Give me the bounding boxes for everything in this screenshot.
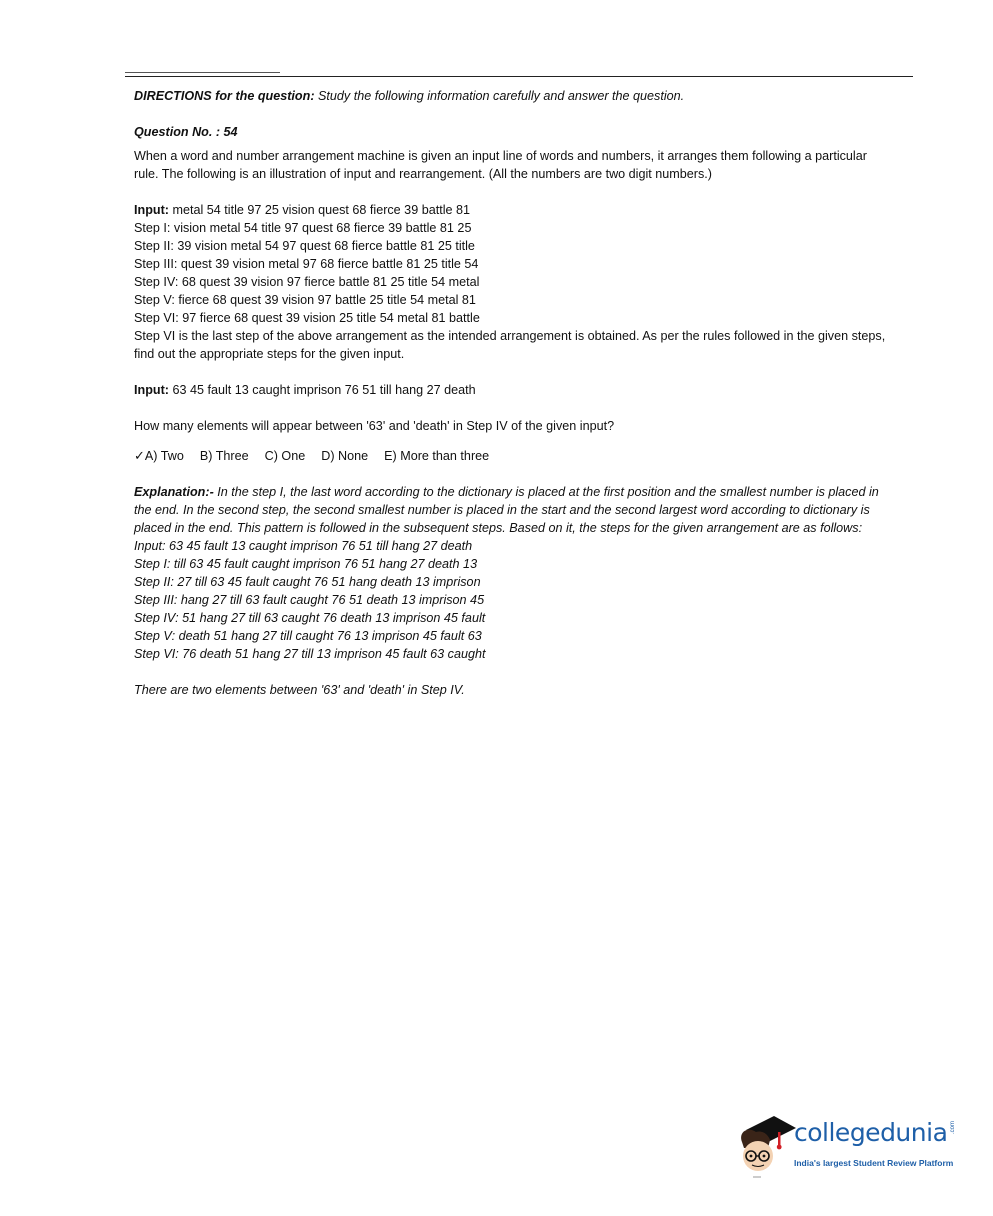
explanation-text: In the step I, the last word according to the dictionary is placed at the first position and the smallest number is placed in the end. In the second step, the second smallest number is placed in the start and the second largest word according to dictionary is placed in the end. This pattern is followed in the subsequent steps. Based on it, the steps for the given arrangement are as follows: <box>134 485 879 535</box>
illustration-step-4: Step IV: 68 quest 39 vision 97 fierce battle 81 25 title 54 metal <box>134 275 480 289</box>
given-input-label: Input: <box>134 383 169 397</box>
illustration-step-6: Step VI: 97 fierce 68 quest 39 vision 25 title 54 metal 81 battle <box>134 311 480 325</box>
illustration-input <box>134 201 894 219</box>
illustration-step-1: Step I: vision metal 54 title 97 quest 68 fierce 39 battle 81 25 <box>134 221 472 235</box>
illustration-step-5: Step V: fierce 68 quest 39 vision 97 battle 25 title 54 metal 81 <box>134 293 476 307</box>
correct-tick-icon: ✓ <box>134 448 145 463</box>
explanation-step-6: Step VI: 76 death 51 hang 27 till 13 imprison 45 fault 63 caught <box>134 647 486 661</box>
illustration-input-text: metal 54 title 97 25 vision quest 68 fierce 39 battle 81 <box>168 203 471 217</box>
logo-tagline: India's largest Student Review Platform <box>794 1158 954 1168</box>
option-d[interactable]: D) None <box>321 449 369 463</box>
directions <box>134 87 894 105</box>
illustration-step-3: Step III: quest 39 vision metal 97 68 fierce battle 81 25 title 54 <box>134 257 479 271</box>
option-c[interactable]: C) One <box>264 449 306 463</box>
explanation-step-2: Step II: 27 till 63 45 fault caught 76 51 hang death 13 imprison <box>134 575 481 589</box>
question-document <box>134 87 894 699</box>
header-short-rule <box>125 72 280 73</box>
collegedunia-logo <box>738 1108 963 1180</box>
logo-wordmark: collegedunia <box>794 1118 948 1147</box>
given-input-text: 63 45 fault 13 caught imprison 76 51 till hang 27 death <box>168 383 476 397</box>
illustration-step-2: Step II: 39 vision metal 54 97 quest 68 fierce battle 81 25 title <box>134 239 475 253</box>
directions-label: DIRECTIONS for the question: <box>134 89 315 103</box>
question-intro: When a word and number arrangement machine is given an input line of words and numbers, it arranges them following a particular rule. The following is an illustration of input and rearrangement. (All the numbers are two digit numbers.) <box>134 149 867 181</box>
explanation-step-3: Step III: hang 27 till 63 fault caught 76 51 death 13 imprison 45 <box>134 593 485 607</box>
explanation-step-4: Step IV: 51 hang 27 till 63 caught 76 death 13 imprison 45 fault <box>134 611 486 625</box>
header-rule <box>125 76 913 77</box>
option-e[interactable]: E) More than three <box>384 449 490 463</box>
explanation-final: There are two elements between '63' and 'death' in Step IV. <box>134 683 465 697</box>
explanation <box>134 483 894 537</box>
option-b[interactable]: B) Three <box>199 449 249 463</box>
logo-suffix: .com <box>950 1120 956 1134</box>
illustration-input-label: Input: <box>134 203 169 217</box>
explanation-step-5: Step V: death 51 hang 27 till caught 76 13 imprison 45 fault 63 <box>134 629 482 643</box>
directions-text: Study the following information carefully and answer the question. <box>314 89 685 103</box>
question-number: Question No. : 54 <box>134 125 238 139</box>
option-a[interactable]: A) Two <box>144 449 184 463</box>
question-text: How many elements will appear between '63' and 'death' in Step IV of the given input? <box>134 419 615 433</box>
given-input <box>134 381 894 399</box>
explanation-step-1: Step I: till 63 45 fault caught imprison 76 51 hang 27 death 13 <box>134 557 478 571</box>
explanation-label: Explanation:- <box>134 485 214 499</box>
mascot-icon <box>738 1108 796 1180</box>
explanation-step-input: Input: 63 45 fault 13 caught imprison 76 51 till hang 27 death <box>134 539 473 553</box>
answer-options <box>134 447 894 465</box>
illustration-conclusion: Step VI is the last step of the above arrangement as the intended arrangement is obtained. As per the rules followed in the given steps, find out the appropriate steps for the given input. <box>134 329 886 361</box>
